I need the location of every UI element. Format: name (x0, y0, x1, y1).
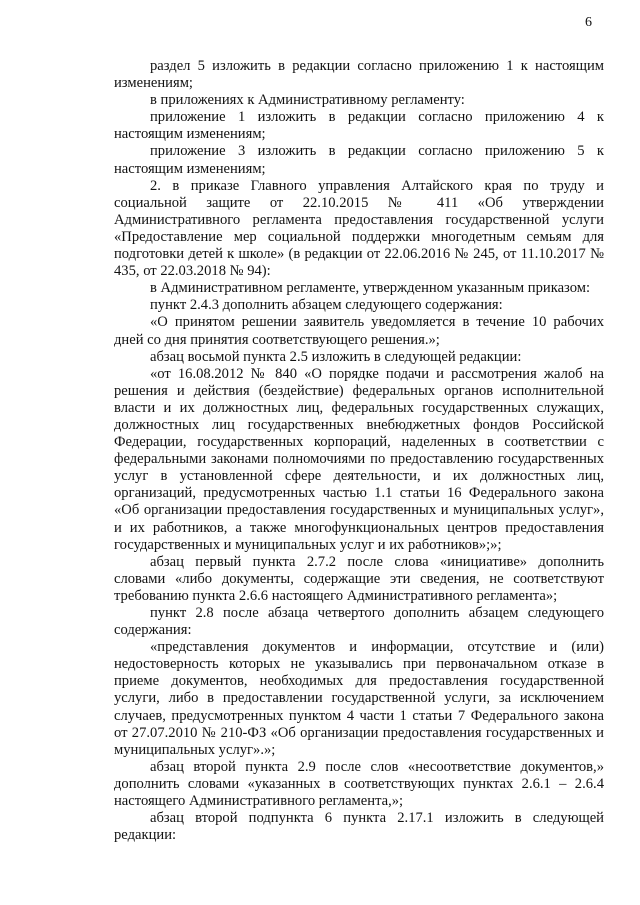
paragraph-2-17-1: абзац второй подпункта 6 пункта 2.17.1 изложить в следующей редакции: (114, 810, 604, 844)
paragraph-section5: раздел 5 изложить в редакции согласно приложению 1 к настоящим изменениям; (114, 58, 604, 92)
paragraph-2-9: абзац второй пункта 2.9 после слов «несоответствие документов,» дополнить словами «указанных в соответствующих пунктах 2.6.1 – 2.6.4 настоящего Административного регламента,»; (114, 758, 604, 810)
paragraph-2-4-3: пункт 2.4.3 дополнить абзацем следующего содержания: (150, 297, 503, 314)
paragraph-2-7-2: абзац первый пункта 2.7.2 после слова «инициативе» дополнить словами «либо документы, содержащие эти сведения, не соответствуют требованию пункта 2.6.6 настоящего Административного регламента»; (114, 553, 604, 604)
paragraph-2-8: пункт 2.8 после абзаца четвертого дополнить абзацем следующего содержания: (114, 605, 604, 639)
paragraph-appendices-intro: в приложениях к Административному регламенту: (150, 92, 465, 109)
paragraph-2-8-quote: «представления документов и информации, отсутствие и (или) недостоверность которых не указывались при первоначальном отказе в приеме документов, необходимых для предоставления государственной услуги, либо в предоставлении государственной услуги, за исключением случаев, предусмотренных пунктом 4 части 1 статьи 7 Федерального закона от 27.07.2010 № 210-ФЗ «Об организации предоставления государственных и муниципальных услуг».»; (114, 639, 604, 758)
paragraph-appendix1: приложение 1 изложить в редакции согласно приложению 4 к настоящим изменениям; (114, 109, 604, 143)
paragraph-order-411: 2. в приказе Главного управления Алтайского края по труду и социальной защите от 22.10.2015 № 411 «Об утверждении Административного регламента предоставления государственной услуги «Предоставление мер социальной поддержки многодетным семьям для подготовки детей к школе» (в редакции от 22.06.2016 № 245, от 11.10.2017 № 435, от 22.03.2018 № 94): (114, 177, 604, 280)
paragraph-2-4-3-quote: «О принятом решении заявитель уведомляется в течение 10 рабочих дней со дня принятия соответствующего решения.»; (114, 314, 604, 348)
paragraph-2-5: абзац восьмой пункта 2.5 изложить в следующей редакции: (150, 348, 522, 365)
page-number: 6 (585, 15, 592, 30)
paragraph-2-5-quote: «от 16.08.2012 № 840 «О порядке подачи и рассмотрения жалоб на решения и действия (бездействие) федеральных органов исполнительной власти и их должностных лиц, федеральных государственных служащих, должностных лиц государственных внебюджетных фондов Российской Федерации, государственных корпораций, наделенных в соответствии с федеральными законами полномочиями по предоставлению государственных услуг в установленной сфере деятельности, и их должностных лиц, организаций, предусмотренных частью 1.1 статьи 16 Федерального закона «Об организации предоставления государственных и муниципальных услуг», и их работников, а также многофункциональных центров предоставления государственных и муниципальных услуг и их работников»;»; (114, 365, 604, 553)
paragraph-appendix3: приложение 3 изложить в редакции согласно приложению 5 к настоящим изменениям; (114, 143, 604, 177)
paragraph-regulation-intro: в Административном регламенте, утвержденном указанным приказом: (150, 280, 591, 297)
